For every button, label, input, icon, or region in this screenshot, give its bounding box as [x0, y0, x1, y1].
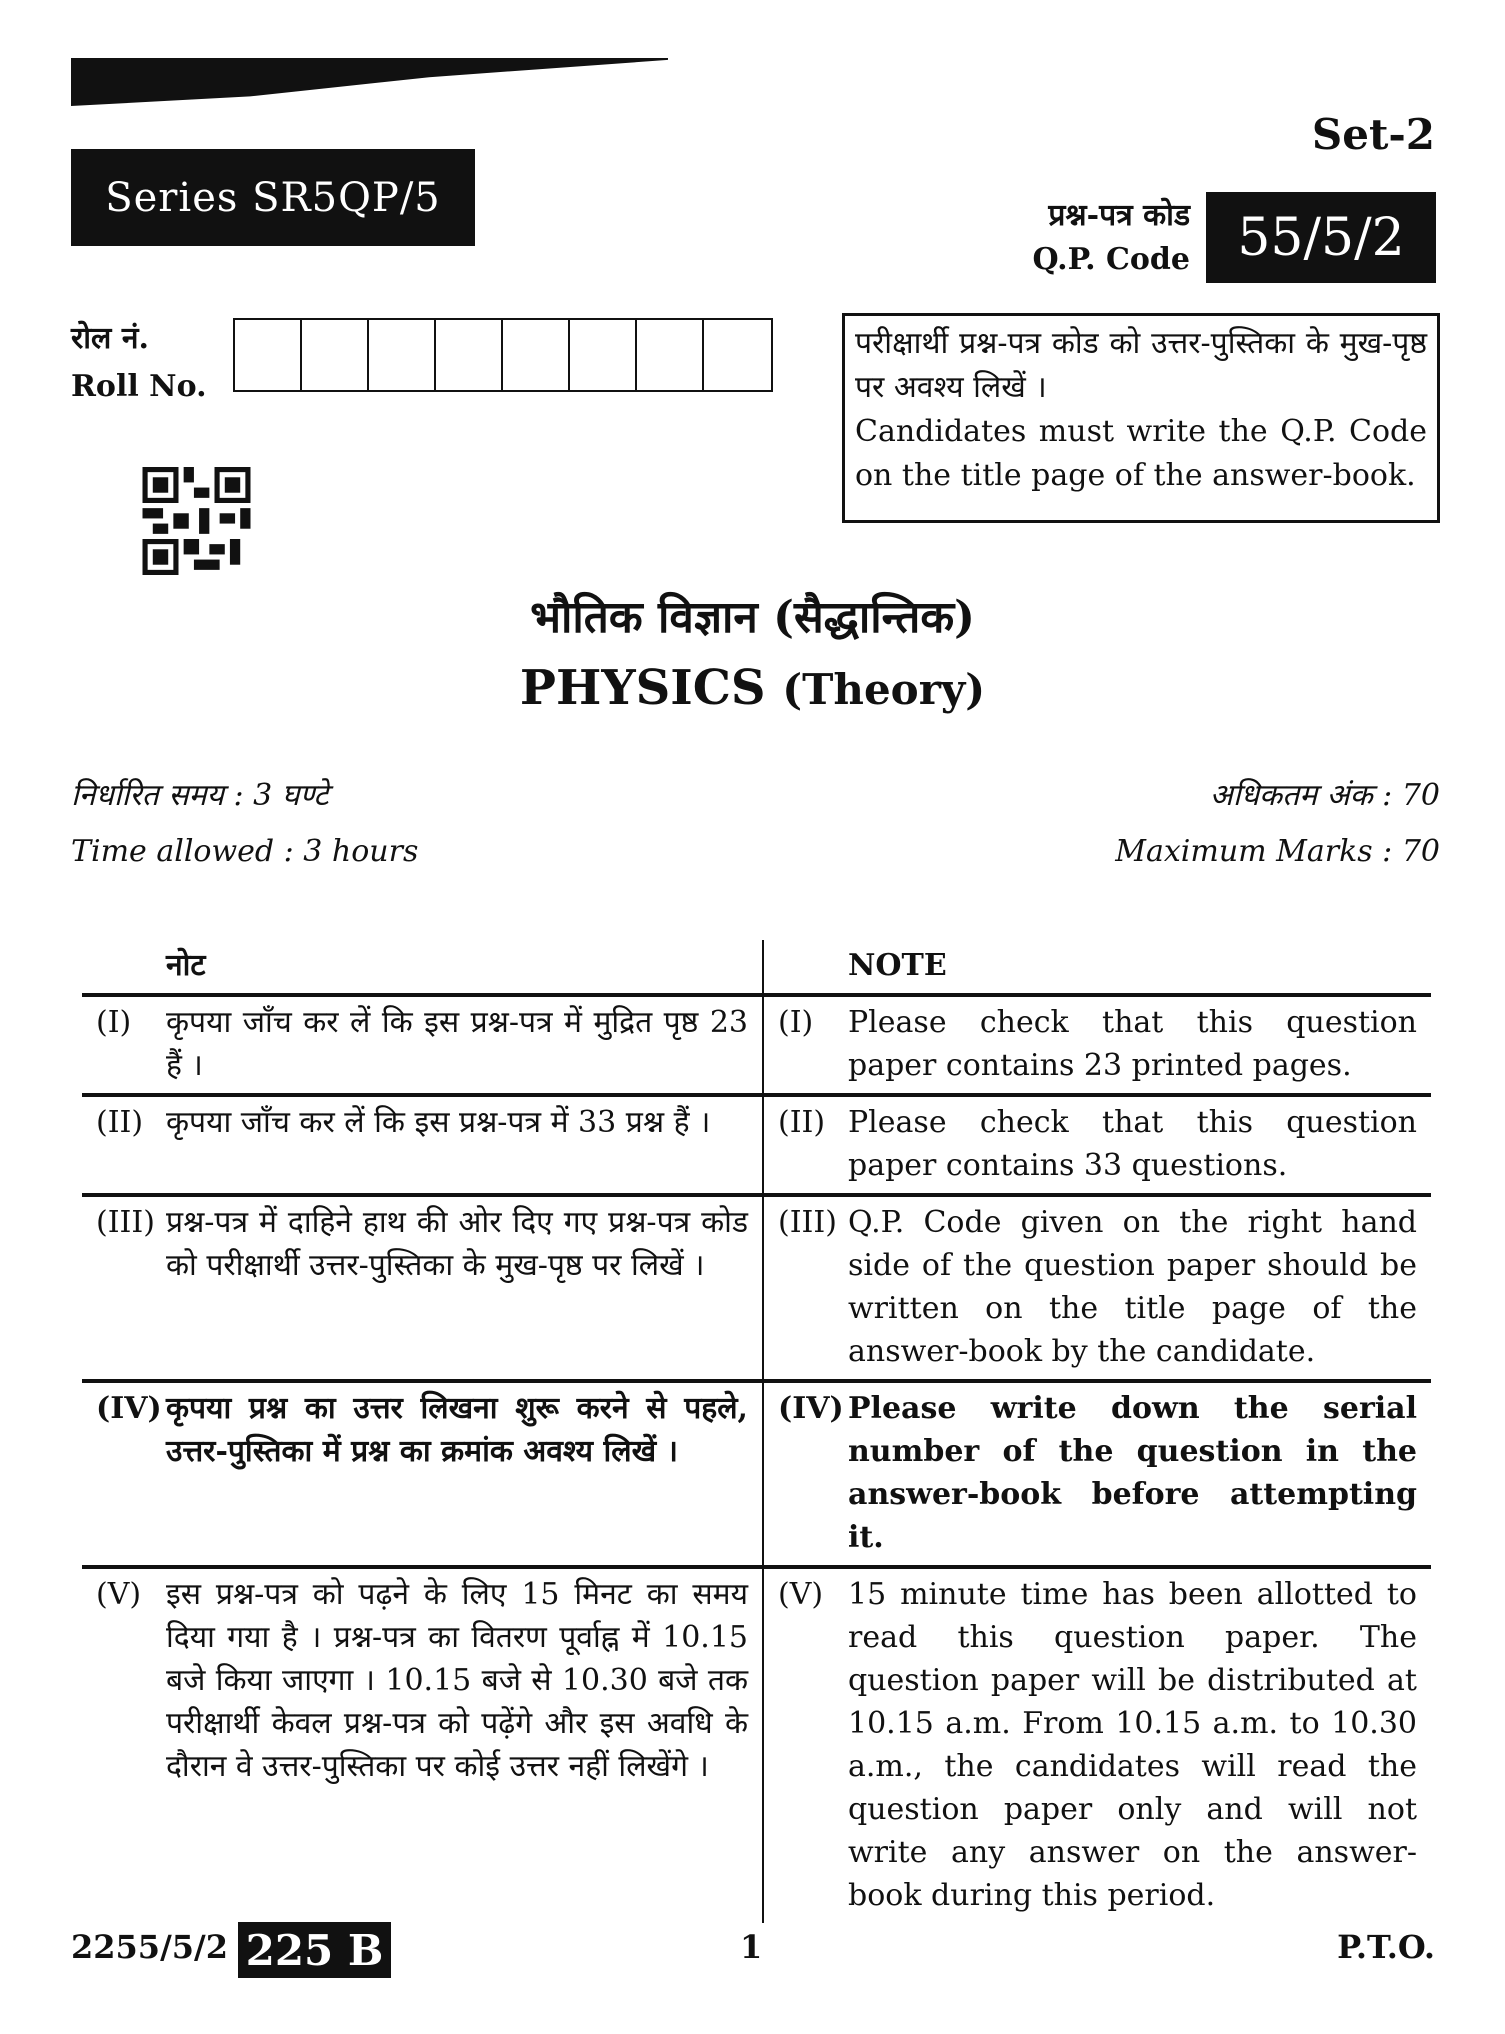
roll-box[interactable] — [235, 320, 302, 390]
note-text-en: Please check that this question paper contains 33 questions. — [848, 1105, 1417, 1183]
roll-box[interactable] — [637, 320, 704, 390]
notes-table — [82, 940, 1431, 1923]
notes-header — [82, 940, 1431, 995]
note-number: (V) — [778, 1577, 824, 1612]
qp-code-notice — [842, 313, 1440, 523]
footer-box-code: 225 B — [238, 1922, 391, 1978]
note-number: (II) — [96, 1105, 144, 1140]
roll-label-hi: रोल नं. — [71, 321, 149, 356]
roll-box[interactable] — [302, 320, 369, 390]
qr-code-icon — [140, 467, 253, 575]
maximum-marks — [1115, 768, 1440, 880]
note-heading-hi: नोट — [82, 940, 763, 995]
roll-number-boxes[interactable] — [233, 318, 773, 392]
note-number: (III) — [96, 1205, 155, 1240]
note-number: (I) — [778, 1005, 814, 1040]
roll-box[interactable] — [369, 320, 436, 390]
note-text-hi: प्रश्न-पत्र में दाहिने हाथ की ओर दिए गए प्रश्न-पत्र कोड को परीक्षार्थी उत्तर-पुस्तिका के मुख-पृष्ठ पर लिखें । — [166, 1205, 748, 1283]
roll-box[interactable] — [436, 320, 503, 390]
footer-code: 2255/5/2 — [71, 1928, 228, 1966]
marks-hi: अधिकतम अंक : 70 — [1209, 778, 1440, 813]
roll-label-en: Roll No. — [71, 369, 207, 404]
subject-type: (Theory) — [782, 665, 986, 714]
page-number: 1 — [740, 1928, 763, 1966]
set-label: Set-2 — [1311, 110, 1435, 159]
note-text-en: Please check that this question paper contains 23 printed pages. — [848, 1005, 1417, 1083]
qp-code: 55/5/2 — [1206, 192, 1436, 283]
note-row — [82, 1095, 1431, 1195]
pto-label: P.T.O. — [1337, 1928, 1435, 1966]
roll-box[interactable] — [503, 320, 570, 390]
note-text-hi: कृपया जाँच कर लें कि इस प्रश्न-पत्र में 33 प्रश्न हैं । — [166, 1105, 711, 1140]
note-text-en: 15 minute time has been allotted to read this question paper. The question paper will be distributed at 10.15 a.m. From 10.15 a.m. to 10.30 a.m., the candidates will read the question paper only and will not write any answer on the answer-book during this period. — [848, 1577, 1417, 1913]
marks-en: Maximum Marks : 70 — [1115, 834, 1440, 869]
note-text-hi: कृपया प्रश्न का उत्तर लिखना शुरू करने से पहले, उत्तर-पुस्तिका में प्रश्न का क्रमांक अवश्य लिखें । — [166, 1391, 748, 1469]
note-number: (IV) — [778, 1391, 844, 1426]
subject-title-en — [0, 660, 1505, 716]
notice-hi: परीक्षार्थी प्रश्न-पत्र कोड को उत्तर-पुस्तिका के मुख-पृष्ठ पर अवश्य लिखें । — [855, 326, 1427, 405]
note-number: (V) — [96, 1577, 142, 1612]
note-number: (II) — [778, 1105, 826, 1140]
note-text-hi: इस प्रश्न-पत्र को पढ़ने के लिए 15 मिनट का समय दिया गया है । प्रश्न-पत्र का वितरण पूर्वाह्न में 10.15 बजे किया जाएगा । 10.15 बजे से 10.30 बजे तक परीक्षार्थी केवल प्रश्न-पत्र को पढ़ेंगे और इस अवधि के दौरान वे उत्तर-पुस्तिका पर कोई उत्तर नहीं लिखेंगे । — [166, 1577, 748, 1784]
note-text-en: Please write down the serial number of the question in the answer-book before attempting it. — [848, 1391, 1417, 1555]
qp-code-label-hi: प्रश्न-पत्र कोड — [1048, 198, 1190, 233]
note-number: (III) — [778, 1205, 837, 1240]
note-text-en: Q.P. Code given on the right hand side of the question paper should be written on the title page of the answer-book by the candidate. — [848, 1205, 1417, 1369]
note-row — [82, 1567, 1431, 1923]
note-row — [82, 1381, 1431, 1567]
note-number: (I) — [96, 1005, 132, 1040]
header-bar — [71, 58, 668, 106]
time-en: Time allowed : 3 hours — [71, 834, 419, 869]
note-row — [82, 1195, 1431, 1381]
time-hi: निर्धारित समय : 3 घण्टे — [71, 778, 329, 813]
subject-name: PHYSICS — [519, 660, 766, 716]
note-text-hi: कृपया जाँच कर लें कि इस प्रश्न-पत्र में मुद्रित पृष्ठ 23 हैं । — [166, 1005, 748, 1083]
qp-code-label — [1000, 194, 1190, 282]
qp-code-label-en: Q.P. Code — [1032, 242, 1190, 277]
time-allowed — [71, 768, 418, 880]
note-row — [82, 995, 1431, 1095]
notice-en: Candidates must write the Q.P. Code on the title page of the answer-book. — [855, 414, 1427, 493]
series-label: Series SR5QP/5 — [71, 149, 475, 246]
roll-box[interactable] — [570, 320, 637, 390]
subject-title-hi: भौतिक विज्ञान (सैद्धान्तिक) — [530, 592, 975, 643]
note-number: (IV) — [96, 1391, 162, 1426]
note-heading-en: NOTE — [848, 948, 947, 983]
roll-box[interactable] — [704, 320, 771, 390]
roll-label — [71, 315, 207, 411]
